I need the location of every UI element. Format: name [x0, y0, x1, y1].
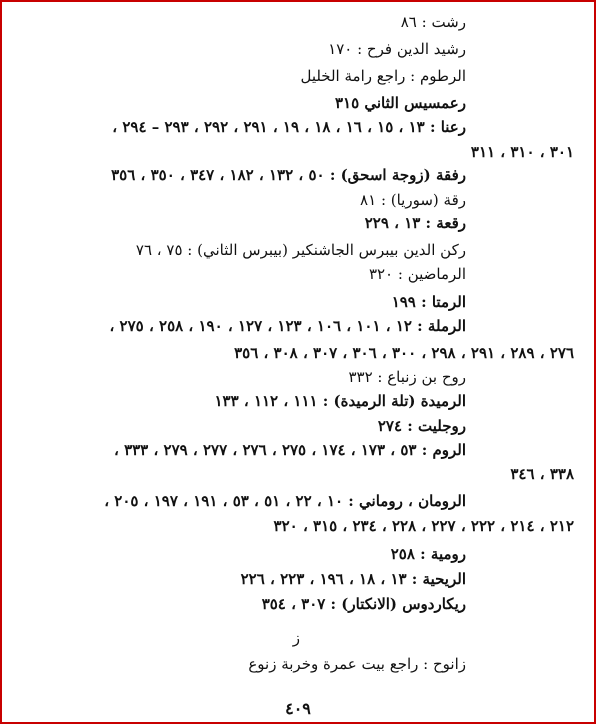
index-entry: رومية : ٢٥٨: [390, 545, 466, 563]
index-entry: روح بن زنباع : ٣٣٢: [348, 368, 466, 386]
index-entry: ركن الدين بيبرس الجاشنكير (بيبرس الثاني) : ٧٥ ، ٧٦: [135, 241, 466, 259]
index-entry: الروم : ٥٣ ، ١٧٣ ، ١٧٤ ، ٢٧٥ ، ٢٧٦ ، ٢٧٧ ، ٢٧٩ ، ٣٣٣ ،: [113, 441, 466, 459]
index-entry: روجليت : ٢٧٤: [377, 417, 466, 435]
index-entry: ريكاردوس (الانكتار) : ٣٠٧ ، ٣٥٤: [261, 595, 466, 613]
index-entry: الرملة : ١٢ ، ١٠١ ، ١٠٦ ، ١٢٣ ، ١٢٧ ، ١٩٠ ، ٢٥٨ ، ٢٧٥ ،: [109, 317, 466, 335]
index-entry: الرومان ، روماني : ١٠ ، ٢٢ ، ٥١ ، ٥٣ ، ١٩١ ، ١٩٧ ، ٢٠٥ ،: [104, 492, 466, 510]
index-entry: رشيد الدين فرح : ١٧٠: [328, 40, 466, 58]
index-entry: الرماضين : ٣٢٠: [368, 265, 466, 283]
index-entry: الرطوم : راجع رامة الخليل: [300, 67, 466, 85]
index-entry-continuation: ٣٣٨ ، ٣٤٦: [510, 465, 574, 483]
index-entry: الرمتا : ١٩٩: [391, 293, 466, 311]
section-letter: ز: [292, 629, 300, 647]
index-entry-continuation: ٢٧٦ ، ٢٨٩ ، ٢٩١ ، ٢٩٨ ، ٣٠٠ ، ٣٠٦ ، ٣٠٧ ، ٣٠٨ ، ٣٥٦: [234, 344, 574, 362]
index-entry: رعنا : ١٣ ، ١٥ ، ١٦ ، ١٨ ، ١٩ ، ٢٩١ ، ٢٩٢ ، ٢٩٣ – ٢٩٤ ،: [112, 118, 466, 136]
index-entry: رقعة : ١٣ ، ٢٢٩: [364, 214, 466, 232]
index-entry-continuation: ٢١٢ ، ٢١٤ ، ٢٢٢ ، ٢٢٧ ، ٢٢٨ ، ٢٣٤ ، ٣١٥ ، ٣٢٠: [273, 517, 574, 535]
index-entry: زانوح : راجع بيت عمرة وخربة زنوع: [248, 655, 466, 673]
index-entry-continuation: ٣٠١ ، ٣١٠ ، ٣١١: [470, 143, 574, 161]
index-entry: رعمسيس الثاني ٣١٥: [334, 94, 466, 112]
index-entry: الرميدة (تلة الرميدة) : ١١١ ، ١١٢ ، ١٣٣: [214, 392, 466, 410]
page-number: ٤٠٩: [285, 699, 311, 718]
index-entry: رفقة (زوجة اسحق) : ٥٠ ، ١٣٢ ، ١٨٢ ، ٣٤٧ ، ٣٥٠ ، ٣٥٦: [111, 166, 466, 184]
index-entry: الريحية : ١٣ ، ١٨ ، ١٩٦ ، ٢٢٣ ، ٢٢٦: [240, 570, 466, 588]
index-entry: رقة (سوريا) : ٨١: [360, 191, 466, 209]
index-entry: رشت : ٨٦: [400, 13, 466, 31]
